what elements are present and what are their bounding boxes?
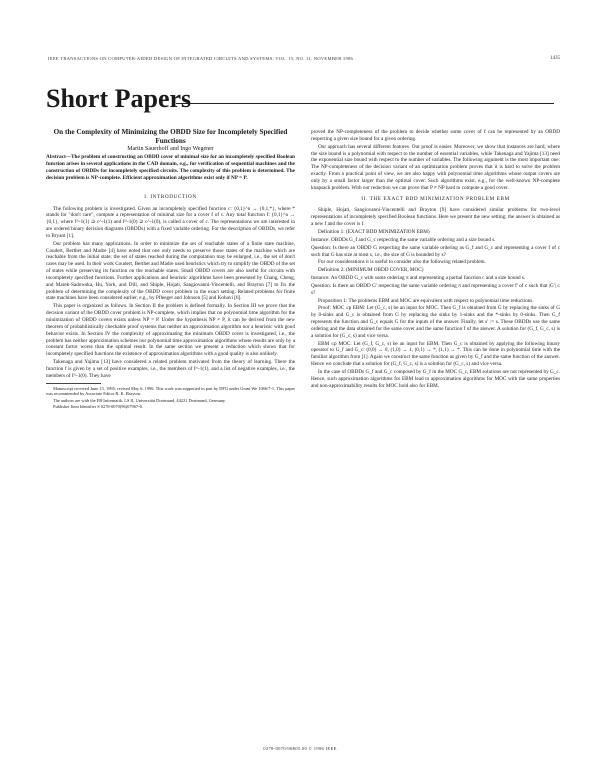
definition-title: Definition 1: (EXACT BDD MINIMIZATION EBM) [318,228,430,235]
copyright-footer: 0278-0070/96$05.00 © 1996 IEEE [263,746,337,751]
proposition: Proposition 1: The problems EBM and MOC are equivalent with respect to polynomial time reductions. [318,297,534,304]
definition-question: Question: Is there an OBDD G' respecting the same variable ordering π and representing a cover f' of c such that |G'| ≤ s? [311,282,560,296]
paragraph: Our approach has several different features. Our proof is easier. Moreover, we show that instances are hard, where the size bound is a polynomial with respect to the number of essential variables, while Takenaga and Yajima [13] need the exponential size bound with respect to the number of variables. The following argument is the most important one: The NP-completeness of the decision variant of an optimization problem proves that it is hard to solve the problem exactly. From a practical point of view, we are also happy with polynomial time algorithms whose output covers are only by a small factor larger than the optimal cover. Such algorithms exist, e.g., for the well-known NP-complete knapsack problem. With our reduction we can prove that P ≠ NP hard to compute a good cover. [311,143,560,191]
proof: Proof: MOC ≤p EBM: Let (G_c, s) be an input for MOC. Then G_f is obtained from G by replacing the sinks of G by 0-sinks and G_c is obtained from G by replacing the sinks by 1-sinks and the *-sinks by 0-sinks. Then G_f represents the function and G_c equals G for the inputs of the answer. Finally, let s' := s. These OBDDs use the same ordering and the data obtained for the same cover and the same function f of the answer. A solution for (G_f, G_c, s) is a solution for (G_c, s) and vice versa. [311,305,560,339]
definition-question: Question: Is there an OBDD G respecting the same variable ordering as G_f and G_c and representing a cover f of c such that G has size at most s, i.e., the size of G is bounded by s? [311,244,560,258]
definition-title: Definition 2: (MINIMUM OBDD COVER, MOC) [318,267,424,274]
footnote: Publisher Item Identifier S 0278-0070(96)07967-6. [53,404,143,410]
right-column [311,129,560,391]
definition-instance: Instance: An OBDD G_c with some ordering π and representing a partial function c and a size bound s. [311,275,526,282]
paragraph: In the case of OBDDs G_f and G_c composed by G_f in the MOC G_c, EBM solutions are not represented by G_c. Hence, such approximation algorithms for EBM lead to approximation algorithms for MOC with the same properties and non-approximability results for MOC hold also for EBM. [311,369,560,389]
page-number: 1435 [550,56,560,61]
footnote: Manuscript received June 13, 1995; revised May 6, 1996. This work was supported in part by DFG under Grant We 1066/7-1. This paper was recommended by Associate Editor R. K. Brayton. [46,385,295,397]
paragraph: This paper is organized as follows. In Section II the problem is defined formally. In Section III we prove that the decision variant of the OBDD cover problem is NP-complete, which implies that no polynomial time algorithm for the minimization of OBDD covers exists unless NP = P. Under the hypothesis NP ≠ P, it can be derived from the new theorem of probabilistically checkable proof systems that neither an approximation algorithm nor a heuristic with good behavior exists. In Section IV the complexity of approximating the minimum OBDD cover is investigated, i.e., the problem has neither approximation schemes nor polynomial time approximation algorithms whose results are only by a constant factor worse than the optimal result. In the same section we present a reduction which shows that for incompletely specified functions the existence of approximation algorithms with a good quality is also unlikely. [46,303,295,358]
paragraph: proved the NP-completeness of the problem to decide whether some cover of f can be represented by an OBDD respecting a given size bound for a given ordering. [311,129,560,142]
intro-heading: I. INTRODUCTION [144,193,197,200]
definition-instance: Instance: OBDDs G_f and G_c respecting the same variable ordering and a size bound s. [311,236,496,243]
footnote-rule [46,383,101,384]
left-column [46,128,295,411]
section-heading: II. THE EXACT BDD MINIMIZATION PROBLEM EBM [361,195,510,202]
article-title: On the Complexity of Minimizing the OBDD Size for Incompletely Specified Functions [53,128,288,145]
footnote: The authors are with the FB Informatik, LS II, Universität Dortmund, 44221 Dortmund, Germany. [53,397,226,403]
paragraph: Shiple, Hojati, Sangiovanni-Vincentelli and Brayton [9] have considered similar problems for two-level representations of incompletely specified Boolean functions. Here we present the new setting; the answer is obtained as a new f and the cover is f. [311,207,560,228]
paragraph: Our problem has many applications. In order to minimize the set of reachable states of a finite state machine, Coudert, Berthet and Madre [4] have noted that one only needs to preserve those states of the machine which are reachable from the initial state; the set of states reached during the computation may be enlarged, i.e., the set of don't cares may be used. In their work Coudert, Berthet and Madre used heuristics which try to simplify the OBDD of the set of states while preserving its function on the reachable states. Small OBDD covers are also useful for circuits with incompletely specified functions. Further applications and heuristic algorithms have been presented by Chang, Cheng, and Marek-Sadowska, Hu, York, and Dill, and Shiple, Hojati, Sangiovanni-Vincentelli, and Brayton [7] to fix the problem of determining the complexity of the OBDD cover problem in the exact setting. Related problems for finite state machines have been considered earlier, e.g., by Pfleeger and Johnson [5] and Kohavi [6]. [46,240,295,302]
abstract: Abstract—The problem of constructing an OBDD cover of minimal size for an incompletely specified Boolean function arises in several applications in the CAD domain, e.g., for verification of sequential machines and the construction of OBDDs for incompletely specified circuits. The complexity of this problem is determined. The decision problem is NP-complete. Efficient approximation algorithms exist only if NP = P. [46,154,295,181]
paragraph: Takenaga and Yajima [13] have considered a related problem motivated from the theory of learning. There the function f is given by a set of positive examples, i.e., the members of f^-1(1), and a list of negative examples, i.e., the members of f^-1(0). They have [46,359,295,379]
article-authors: Martin Sauerhoff and Ingo Wegener [127,146,214,153]
section-title: Short Papers [46,84,192,113]
paragraph: EBM ≤p MOC: Let (G_f, G_c, s) be an input for EBM. Then G_c is obtained by applying the following binary operator to G_f and G_c: (0,0) → 0, (1,0) → 1, (0,1) → *, (1,1) → *. This can be done in polynomial time with the familiar algorithm from [1]. Again we construct the same function as given by G_f and the same function of the answer. Hence we conclude that a solution for (G_f, G_c, s) is a solution for (G_c, s) and vice versa. [311,340,560,368]
title-rule [176,103,554,104]
running-head: IEEE TRANSACTIONS ON COMPUTER-AIDED DESIGN OF INTEGRATED CIRCUITS AND SYSTEMS, VOL. 15, NO. 11, NOVEMBER 1996 [48,56,354,61]
paragraph: For our considerations it is useful to consider also the following related problem. [318,259,486,266]
paragraph: The following problem is investigated. Given an incompletely specified function c: {0,1}^n → {0,1,*}, where * stands for "don't care", compute a representation of minimal size for a cover f of c. Any total function f: {0,1}^n → {0,1}, where f^-1(1) ⊇ c^-1(1) and f^-1(0) ⊇ c^-1(0), is called a cover of c. The representations we are interested in are ordered binary decision diagrams (OBDDs) with a fixed variable ordering. For the description of OBDDs, we refer to Bryant [1]. [46,205,295,239]
